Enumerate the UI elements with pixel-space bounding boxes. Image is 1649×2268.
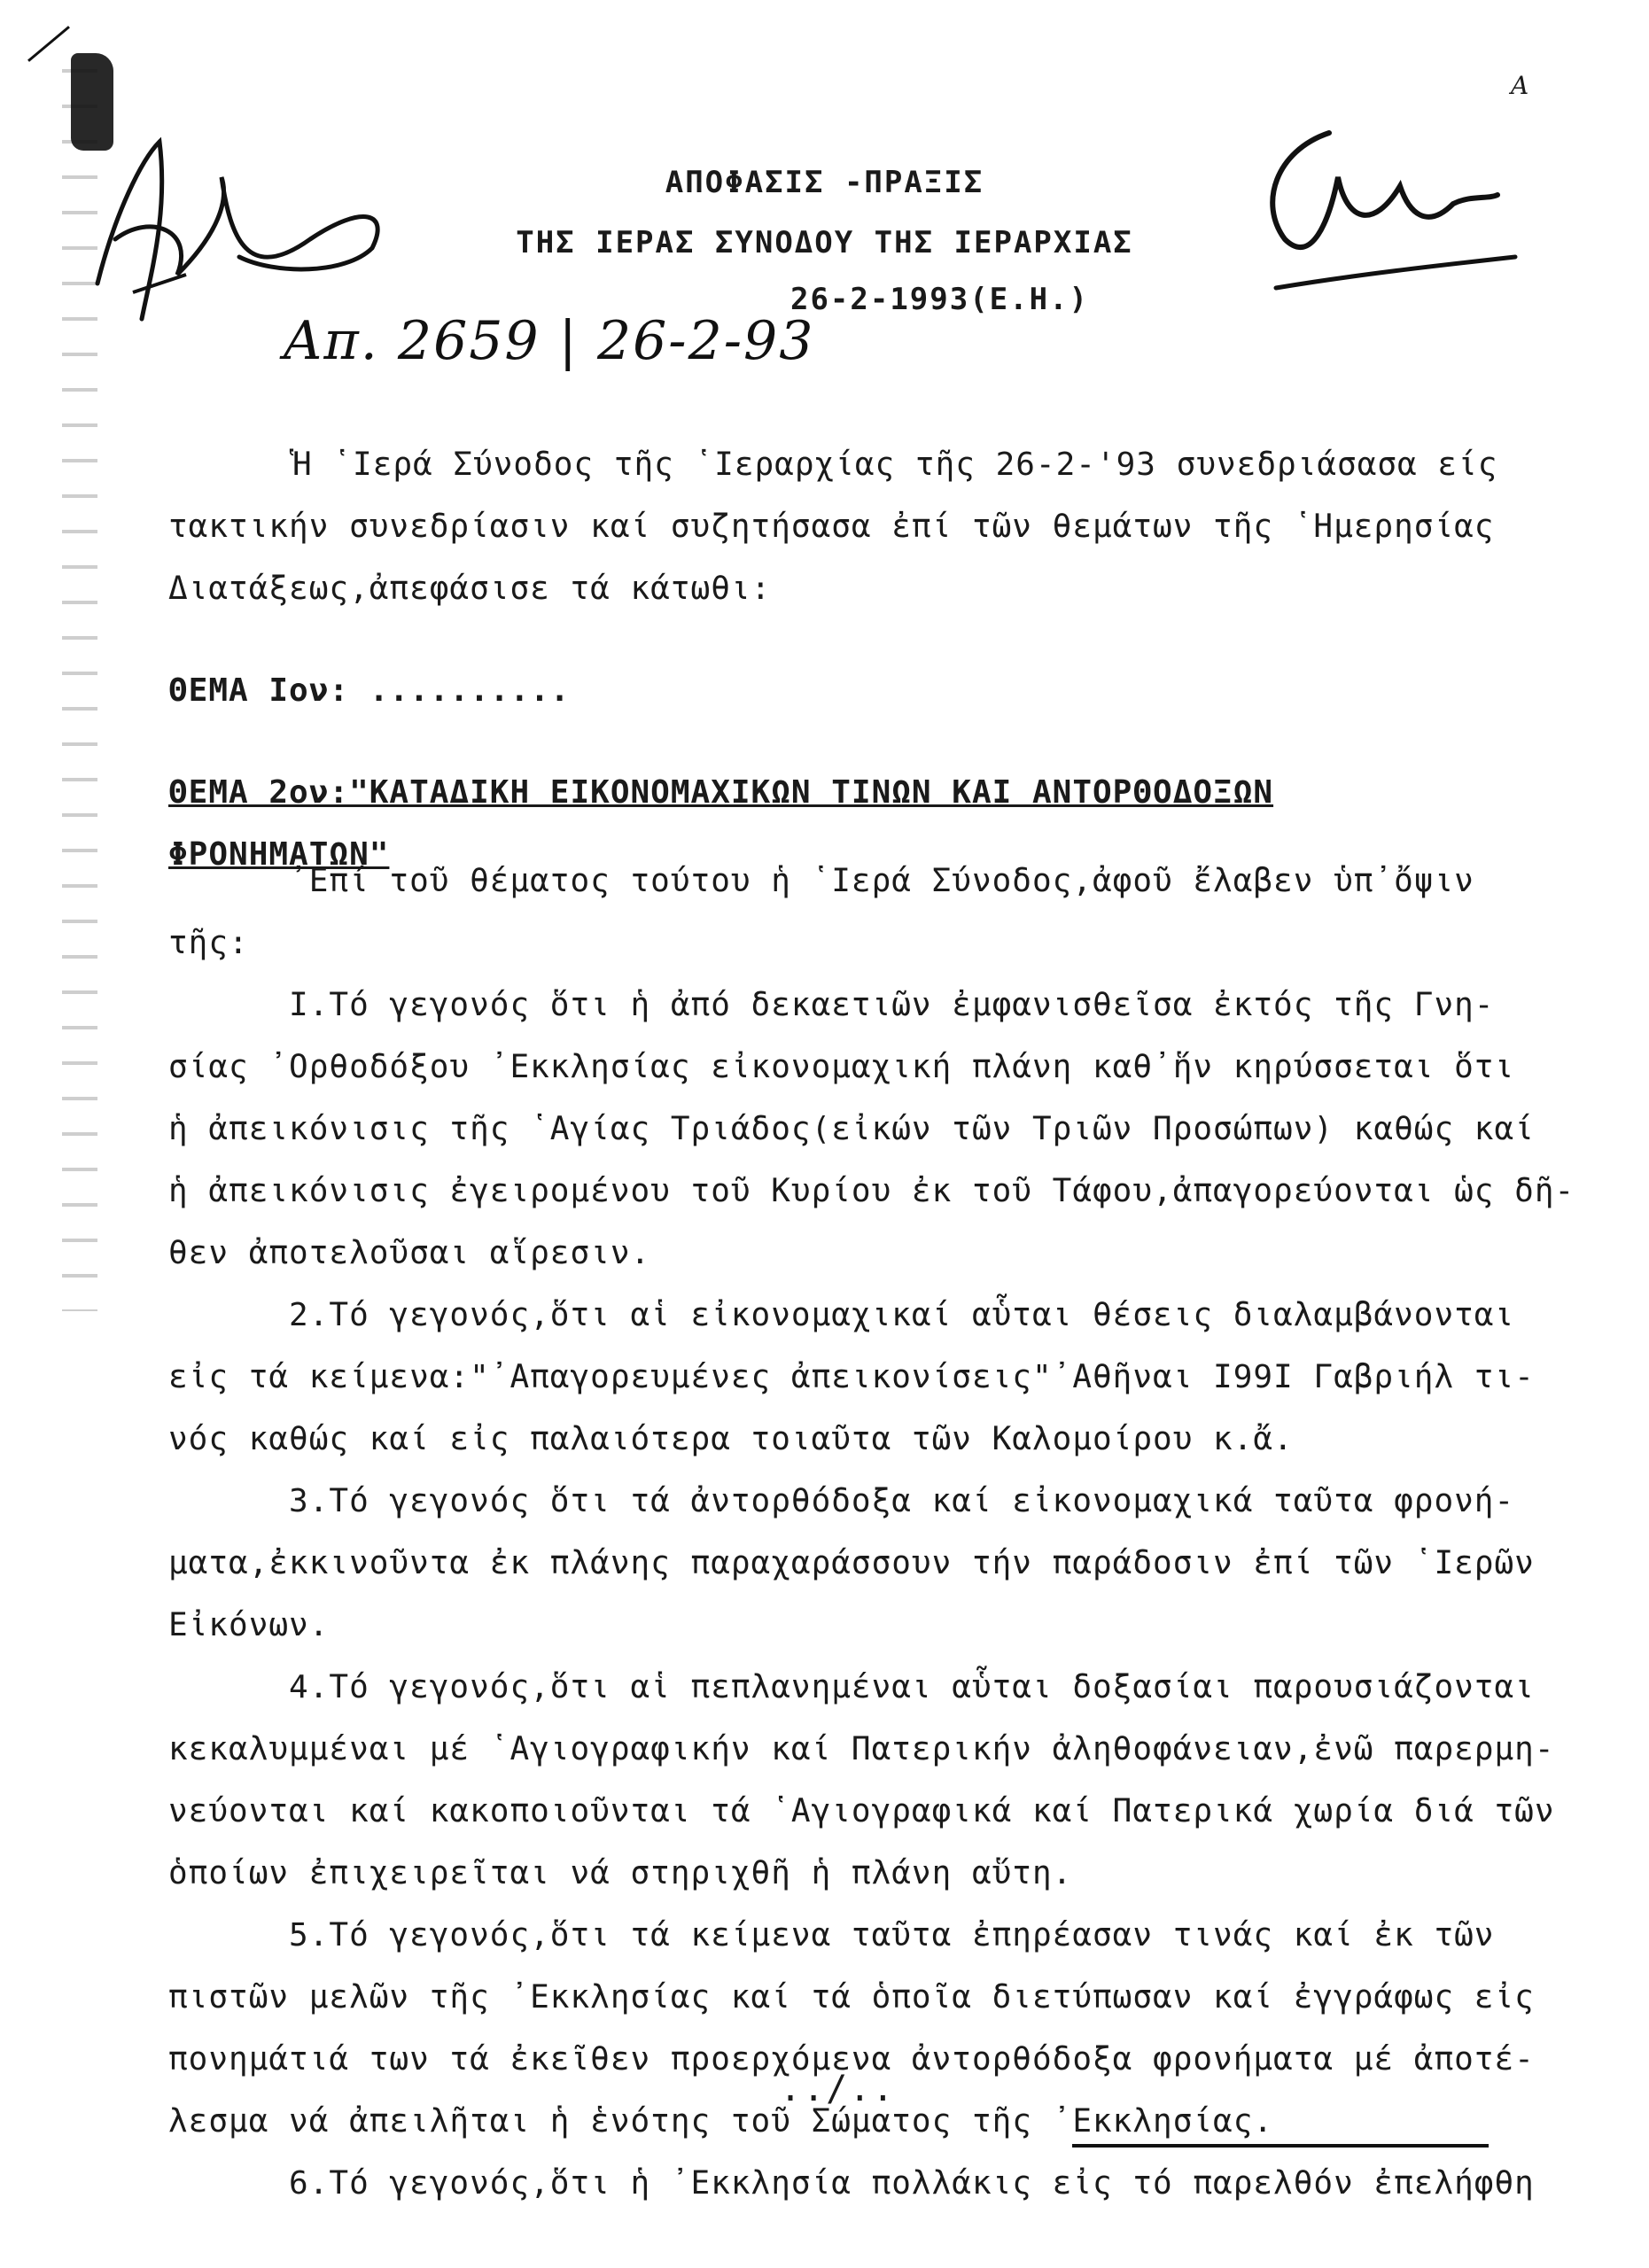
body-line: κεκαλυμμέναι μέ ῾Αγιογραφικήν καί Πατερικήν ἀληθοφάνειαν,ἐνῶ παρερμη- xyxy=(168,1731,1555,1767)
body-line: νεύονται καί κακοποιοῦνται τά ῾Αγιογραφικά καί Πατερικά χωρία διά τῶν xyxy=(168,1793,1555,1829)
topic-2-title: ΘΕΜΑ 2ον:"ΚΑΤΑΔΙΚΗ ΕΙΚΟΝΟΜΑΧΙΚΩΝ ΤΙΝΩΝ ΚΑΙ ΑΝΤΟΡΘΟΔΟΞΩΝ ΦΡΟΝΗΜΑΤΩΝ" xyxy=(168,774,1274,873)
body-line: 4.Τό γεγονός,ὅτι αἱ πεπλανημέναι αὗται δοξασίαι παρουσιάζονται xyxy=(168,1669,1535,1705)
body-line: σίας ᾿Ορθοδόξου ᾿Εκκλησίας εἰκονομαχική πλάνη καθ᾿ἥν κηρύσσεται ὅτι xyxy=(168,1049,1515,1085)
document-subtitle: ΤΗΣ ΙΕΡΑΣ ΣΥΝΟΔΟΥ ΤΗΣ ΙΕΡΑΡΧΙΑΣ xyxy=(516,225,1133,260)
body-line: Ι.Τό γεγονός ὅτι ἡ ἀπό δεκαετιῶν ἐμφανισθεῖσα ἐκτός τῆς Γνη- xyxy=(168,987,1495,1023)
body-line: ᾿Επί τοῦ θέματος τούτου ἡ ῾Ιερά Σύνοδος,ἀφοῦ ἔλαβεν ὑπ᾿ὄψιν xyxy=(168,863,1474,899)
intro-paragraph xyxy=(168,434,1497,620)
body-line: εἰς τά κείμενα:"᾿Απαγορευμένες ἀπεικονίσεις"᾿Αθῆναι Ι99Ι Γαβριήλ τι- xyxy=(168,1359,1535,1395)
protocol-number: Απ. 2659 | 26-2-93 xyxy=(284,310,815,372)
body-line: νός καθώς καί εἰς παλαιότερα τοιαῦτα τῶν Καλομοίρου κ.ἄ. xyxy=(168,1421,1294,1457)
body-line: τῆς: xyxy=(168,925,249,961)
corner-mark: A xyxy=(1511,71,1529,100)
body-line: πονημάτιά των τά ἐκεῖθεν προερχόμενα ἀντορθόδοξα φρονήματα μέ ἀποτέ- xyxy=(168,2041,1535,2078)
topic-1: ΘΕΜΑ Ιον: .......... xyxy=(168,672,571,709)
body-text xyxy=(168,850,1575,2215)
body-line: πιστῶν μελῶν τῆς ᾿Εκκλησίας καί τά ὁποῖα διετύπωσαν καί ἐγγράφως εἰς xyxy=(168,1979,1535,2016)
body-line: ματα,ἐκκινοῦντα ἐκ πλάνης παραχαράσσουν τήν παράδοσιν ἐπί τῶν ῾Ιερῶν xyxy=(168,1545,1535,1581)
page-continuation-mark: ../.. xyxy=(780,2069,896,2109)
intro-line: Διατάξεως,ἀπεφάσισε τά κάτωθι: xyxy=(168,571,772,607)
right-signature xyxy=(1223,97,1524,310)
body-line: ὁποίων ἐπιχειρεῖται νά στηριχθῆ ἡ πλάνη αὕτη. xyxy=(168,1855,1073,1891)
bottom-rule xyxy=(1072,2144,1489,2148)
body-line: Εἰκόνων. xyxy=(168,1607,330,1643)
document-title: ΑΠΟΦΑΣΙΣ -ΠΡΑΞΙΣ xyxy=(665,165,984,200)
body-line: 6.Τό γεγονός,ὅτι ἡ ᾿Εκκλησία πολλάκις εἰς τό παρελθόν ἐπελήφθη xyxy=(168,2165,1535,2202)
body-line: 5.Τό γεγονός,ὅτι τά κείμενα ταῦτα ἐπηρέασαν τινάς καί ἐκ τῶν xyxy=(168,1917,1495,1953)
body-line: ἡ ἀπεικόνισις τῆς ῾Αγίας Τριάδος(εἰκών τῶν Τριῶν Προσώπων) καθώς καί xyxy=(168,1111,1535,1147)
body-line: λεσμα νά ἀπειλῆται ἡ ἑνότης τοῦ Σώματος τῆς ᾿Εκκλησίας. xyxy=(168,2103,1274,2140)
intro-line: Ἡ ῾Ιερά Σύνοδος τῆς ῾Ιεραρχίας τῆς 26-2-'93 συνεδριάσασα είς xyxy=(292,447,1498,483)
body-line: ἡ ἀπεικόνισις ἐγειρομένου τοῦ Κυρίου ἐκ τοῦ Τάφου,ἀπαγορεύονται ὡς δῆ- xyxy=(168,1173,1575,1209)
intro-line: τακτικήν συνεδρίασιν καί συζητήσασα ἐπί τῶν θεμάτων τῆς ῾Ημερησίας xyxy=(168,509,1495,545)
body-line: 3.Τό γεγονός ὅτι τά ἀντορθόδοξα καί εἰκονομαχικά ταῦτα φρονή- xyxy=(168,1483,1515,1519)
body-line: 2.Τό γεγονός,ὅτι αἱ εἰκονομαχικαί αὗται θέσεις διαλαμβάνονται xyxy=(168,1297,1515,1333)
body-line: θεν ἀποτελοῦσαι αἵρεσιν. xyxy=(168,1235,651,1271)
document-date: 26-2-1993(Ε.Η.) xyxy=(789,282,1090,317)
